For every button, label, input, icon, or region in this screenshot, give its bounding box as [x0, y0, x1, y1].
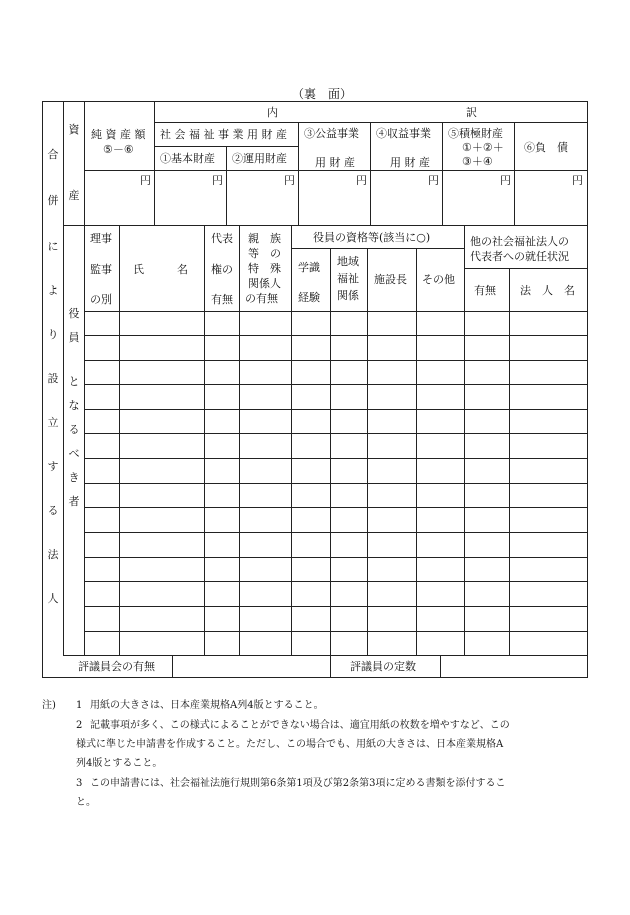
- other-corp-header: 他の社会福祉法人の: [470, 235, 569, 248]
- public-interest-label: ③公益事業: [304, 127, 359, 140]
- other-has-label: 有無: [474, 284, 496, 297]
- other-corp-name-label: 法 人 名: [520, 284, 575, 297]
- note-text: 記載事項が多く、この様式によることができない場合は、適宜用紙の枚数を増やすなど、この: [90, 720, 510, 731]
- page-title: （裏 面）: [292, 87, 353, 101]
- qual-facility-head: 施設長: [374, 273, 407, 286]
- net-assets-label: 純 資 産 額: [91, 128, 146, 141]
- rep-col-label: 代表: [211, 232, 233, 245]
- operating-property-label: ②運用財産: [232, 152, 287, 165]
- positive-property-label: ⑤積極財産: [448, 127, 503, 140]
- side-char: と: [68, 375, 80, 388]
- side-char: 産: [68, 189, 80, 202]
- yen-unit: 円: [284, 174, 295, 187]
- role-col-label: 理事: [90, 232, 112, 245]
- side-char: よ: [47, 284, 59, 297]
- qual-community: 関係: [337, 289, 359, 302]
- qual-other: その他: [422, 273, 455, 286]
- note-number: 1: [76, 700, 83, 711]
- note-text: 列4版とすること。: [76, 758, 163, 769]
- profit-label: ④収益事業: [376, 127, 431, 140]
- other-corp-header: 代表者への就任状況: [470, 250, 569, 263]
- corporation-side-label: [46, 143, 60, 611]
- public-interest-sub: 用 財 産: [315, 156, 355, 169]
- yen-unit: 円: [428, 174, 439, 187]
- basic-property-label: ①基本財産: [160, 152, 215, 165]
- profit-sub: 用 財 産: [390, 156, 430, 169]
- qual-academic: 経験: [298, 291, 320, 304]
- positive-formula-2: ③＋④: [462, 155, 493, 168]
- role-col-label: の別: [90, 293, 112, 306]
- side-char: る: [68, 423, 80, 436]
- assets-side-label: [67, 118, 81, 208]
- officers-side-label: [67, 302, 81, 514]
- side-char: 役: [68, 307, 80, 320]
- side-char: る: [47, 504, 59, 517]
- breakdown-left: 内: [267, 106, 278, 119]
- relation-col-label: 特 殊: [248, 262, 281, 275]
- side-char: 人: [47, 592, 59, 605]
- social-welfare-property-label: 社 会 福 祉 事 業 用 財 産: [160, 128, 287, 141]
- side-char: 設: [47, 372, 59, 385]
- note-text: 用紙の大きさは、日本産業規格A列4版とすること。: [90, 700, 324, 711]
- side-char: 資: [68, 123, 80, 136]
- qualification-header: 役員の資格等(該当に○): [313, 231, 431, 244]
- liabilities-label: ⑥負 債: [524, 141, 568, 154]
- side-char: 立: [47, 416, 59, 429]
- side-char: 法: [47, 548, 59, 561]
- council-existence-label: 評議員会の有無: [78, 660, 155, 673]
- note-text: 様式に準じた申請書を作成すること。ただし、この場合でも、用紙の大きさは、日本産業規格A: [76, 739, 504, 750]
- qual-academic: 学識: [298, 261, 320, 274]
- side-char: べ: [68, 447, 80, 460]
- role-col-label: 監事: [90, 263, 112, 276]
- yen-unit: 円: [212, 174, 223, 187]
- note-text: この申請書には、社会福祉法施行規則第6条第1項及び第2条第3項に定める書類を添付するこ: [90, 778, 506, 789]
- note-number: 3: [76, 778, 83, 789]
- side-char: に: [47, 240, 59, 253]
- net-assets-formula: ⑤－⑥: [103, 143, 134, 156]
- relation-col-label: 親 族: [248, 232, 281, 245]
- breakdown-right: 訳: [466, 106, 477, 119]
- notes-prefix: 注): [42, 700, 56, 711]
- council-count-label: 評議員の定数: [350, 660, 416, 673]
- side-char: き: [68, 471, 80, 484]
- side-char: 員: [68, 331, 80, 344]
- side-char: 併: [47, 194, 59, 207]
- side-char: り: [47, 328, 59, 341]
- yen-unit: 円: [500, 174, 511, 187]
- relation-col-label: 関係人: [248, 277, 281, 290]
- side-char: 者: [68, 495, 80, 508]
- yen-unit: 円: [140, 174, 151, 187]
- side-char: 合: [47, 148, 59, 161]
- qual-community: 福祉: [337, 272, 359, 285]
- rep-col-label: 有無: [211, 293, 233, 306]
- relation-col-label: 等 の: [248, 247, 281, 260]
- name-col-label: 氏 名: [133, 263, 188, 276]
- positive-formula-1: ①＋②＋: [462, 141, 504, 154]
- side-char: す: [47, 460, 59, 473]
- rep-col-label: 権の: [211, 263, 233, 276]
- note-text: と。: [76, 797, 96, 808]
- relation-col-label: の有無: [245, 292, 278, 305]
- side-char: な: [68, 399, 80, 412]
- yen-unit: 円: [356, 174, 367, 187]
- qual-community: 地域: [337, 255, 359, 268]
- yen-unit: 円: [572, 174, 583, 187]
- note-number: 2: [76, 720, 83, 731]
